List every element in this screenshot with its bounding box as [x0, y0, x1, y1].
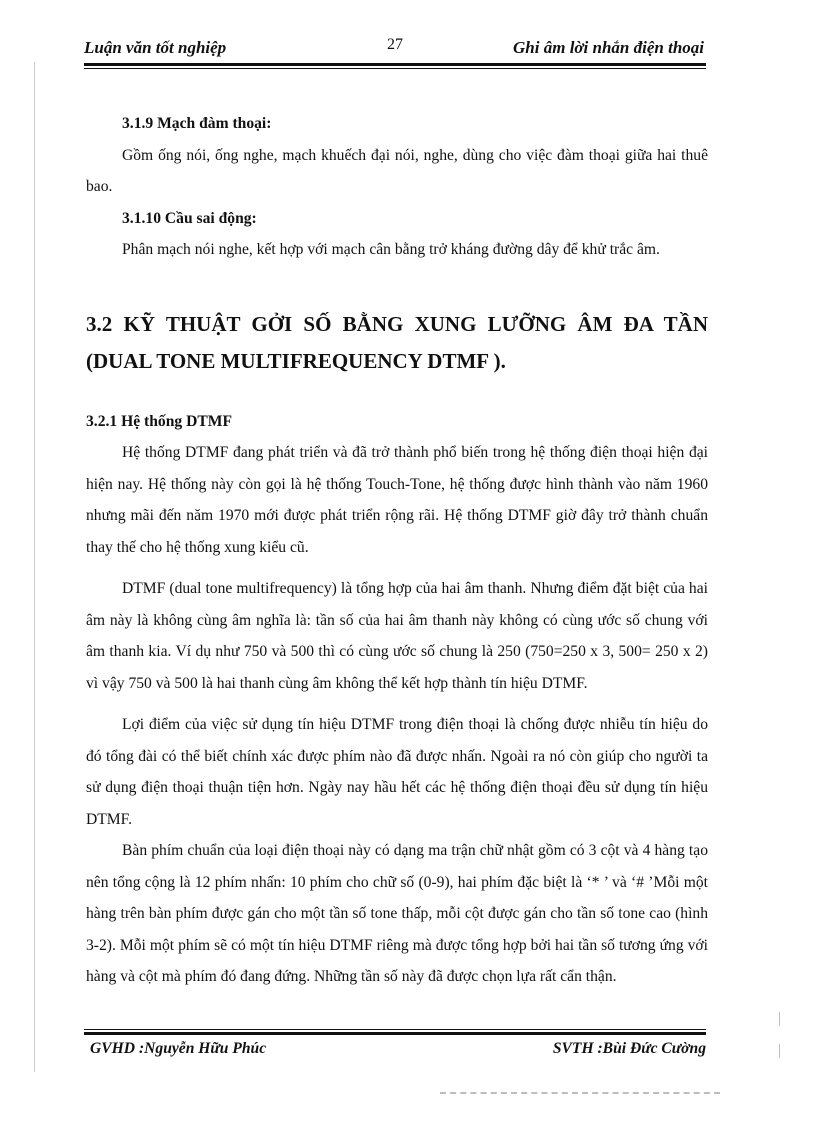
page-number: 27	[387, 36, 403, 53]
header-rule-thick	[84, 63, 706, 66]
page-header	[84, 30, 706, 64]
section-3-2-heading: 3.2 KỸ THUẬT GỞI SỐ BẰNG XUNG LƯỠNG ÂM ĐA TẦN (DUAL TONE MULTIFREQUENCY DTMF ).	[86, 311, 708, 373]
section-3-1-9-text: Gồm ống nói, ống nghe, mạch khuếch đại nói, nghe, dùng cho việc đàm thoại giữa hai thuê bao.	[86, 146, 708, 195]
header-thesis-label: Luận văn tốt nghiệp	[84, 38, 227, 57]
section-3-1-10-text: Phân mạch nói nghe, kết hợp với mạch cân bằng trở kháng đường dây để khử trắc âm.	[122, 241, 660, 258]
scan-dash-artifact	[440, 1092, 720, 1096]
footer-rule-thick	[84, 1032, 706, 1035]
scan-tick-artifact	[779, 1012, 780, 1026]
page-content	[86, 108, 708, 993]
header-rule-thin	[84, 68, 706, 69]
page-footer	[84, 1040, 706, 1066]
header-topic-label: Ghi âm lời nhắn điện thoại	[513, 38, 704, 57]
scan-tick-artifact	[779, 1044, 780, 1058]
scan-margin-line	[34, 62, 35, 1072]
paragraph-dtmf-system: Hệ thống DTMF đang phát triển và đã trở thành phổ biến trong hệ thống điện thoại hiện đại hiện nay. Hệ thống này còn gọi là hệ thống Touch-Tone, hệ thống được hình thành vào năm 1960 nhưng mãi đến năm 1970 mới được phát triển rộng rãi. Hệ thống DTMF giờ đây trở thành chuẩn thay thế cho hệ thống xung kiểu cũ.	[86, 444, 708, 556]
section-3-2-1-title: 3.2.1 Hệ thống DTMF	[86, 412, 232, 430]
paragraph-dtmf-advantage: Lợi điểm của việc sử dụng tín hiệu DTMF trong điện thoại là chống được nhiễu tín hiệu do đó tổng đài có thể biết chính xác được phím nào đã được nhấn. Ngoài ra nó còn giúp cho người ta sử dụng điện thoại thuận tiện hơn. Ngày nay hầu hết các hệ thống điện thoại đều sử dụng tín hiệu DTMF.	[86, 716, 708, 828]
section-3-1-10-title: 3.1.10 Cầu sai động:	[122, 209, 257, 227]
footer-student: SVTH :Bùi Đức Cường	[552, 1040, 706, 1057]
section-3-1-9-title: 3.1.9 Mạch đàm thoại:	[122, 115, 272, 132]
paragraph-dtmf-definition: DTMF (dual tone multifrequency) là tổng hợp của hai âm thanh. Nhưng điểm đặt biệt của hai âm này là không cùng âm nghĩa là: tần số của hai âm thanh này không có cùng ước số chung với âm thanh kia. Ví dụ như 750 và 500 thì có cùng ước số chung là 250 (750=250 x 3, 500= 250 x 2) vì vậy 750 và 500 là hai thanh cùng âm không thể kết hợp thành tín hiệu DTMF.	[86, 580, 708, 692]
paragraph-dtmf-keypad: Bàn phím chuẩn của loại điện thoại này có dạng ma trận chữ nhật gồm có 3 cột và 4 hàng tạo nên tổng cộng là 12 phím nhấn: 10 phím cho chữ số (0-9), hai phím đặc biệt là ‘* ’ và ‘# ’Mỗi một hàng trên bàn phím được gán cho một tần số tone thấp, mỗi cột được gán cho tần số tone cao (hình 3-2). Mỗi một phím sẽ có một tín hiệu DTMF riêng mà được tổng hợp bởi hai tần số tương ứng với hàng và cột mà phím đó đang đứng. Những tần số này đã được chọn lựa rất cẩn thận.	[86, 842, 708, 985]
footer-advisor: GVHD :Nguyễn Hữu Phúc	[90, 1040, 267, 1057]
footer-rule-thin	[84, 1029, 706, 1030]
